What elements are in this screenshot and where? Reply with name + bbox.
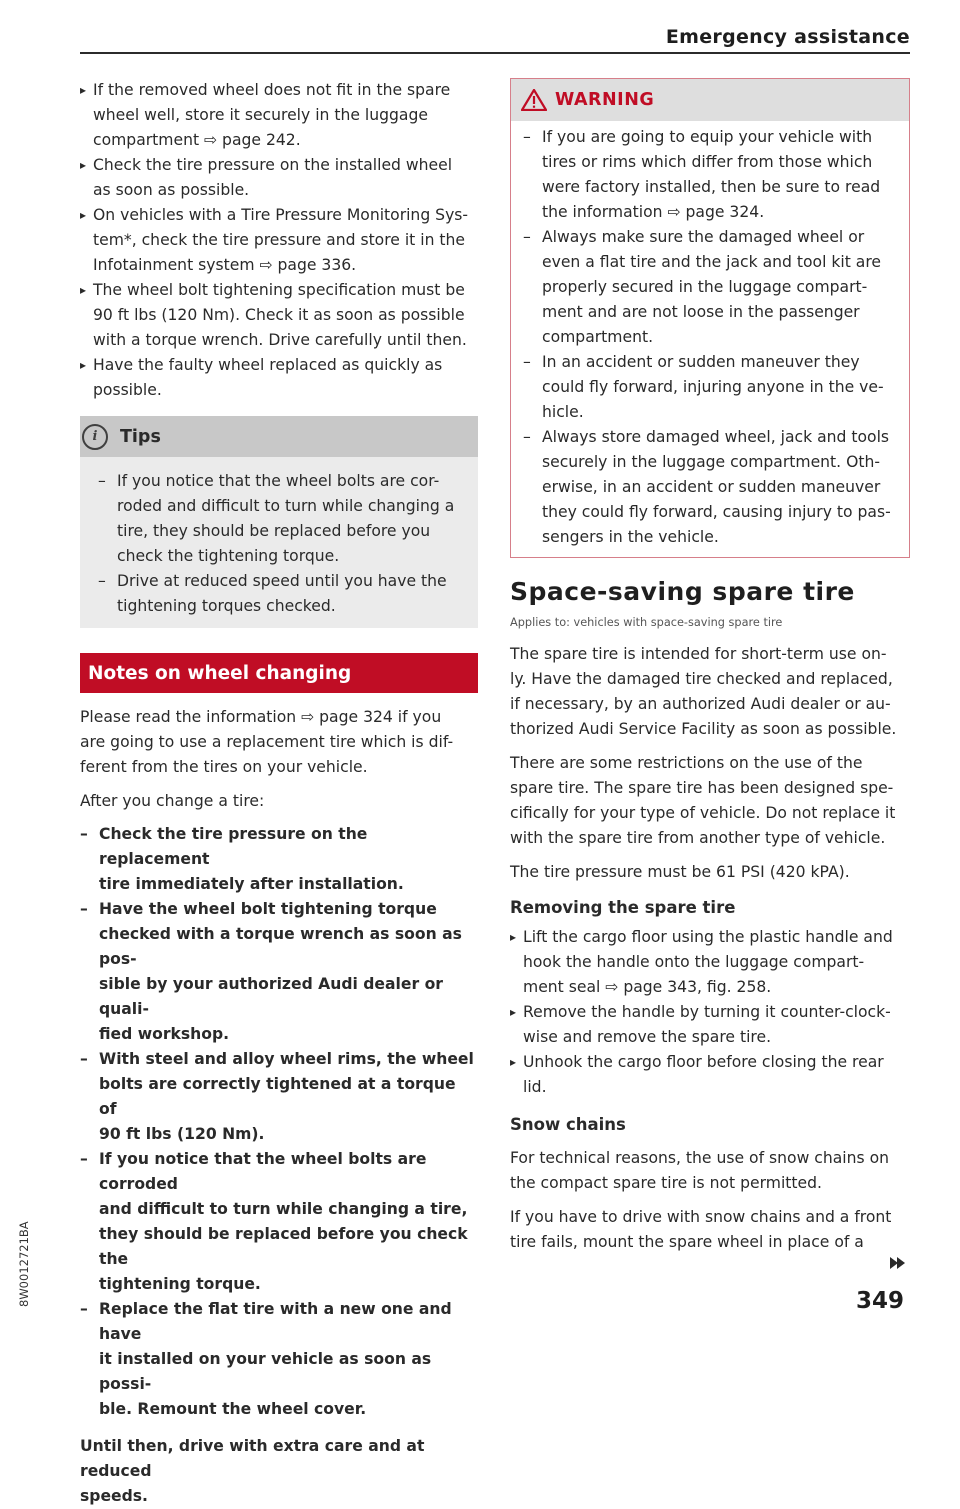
removing-steps-list (510, 925, 910, 1100)
intro-paragraph: Please read the information ⇨ page 324 if you are going to use a replacement tire which is dif- ferent from the tires on your vehicle. (80, 708, 454, 776)
bold-item: – Check the tire pressure on the replacement tire immediately after installation. (80, 825, 404, 893)
warning-item: – In an accident or sudden maneuver they could fly forward, injuring anyone in the ve- hicle. (523, 353, 884, 421)
closing-text: Until then, drive with extra care and at reduced speeds. (80, 1437, 425, 1505)
applies-to-note: Applies to: vehicles with space-saving spare tire (510, 616, 783, 629)
bold-item: – Replace the flat tire with a new one and have it installed on your vehicle as soon as possi- ble. Remount the wheel cover. (80, 1300, 452, 1418)
warning-body (511, 121, 909, 557)
step-item: ▸ Check the tire pressure on the installed wheel as soon as possible. (80, 153, 478, 203)
document-code-text: 8W0012721BA (17, 1221, 31, 1307)
page-header-title: Emergency assistance (665, 26, 910, 48)
snow-chains-paragraph-2: If you have to drive with snow chains and a front tire fails, mount the spare wheel in place of a (510, 1208, 892, 1251)
header-divider (80, 52, 910, 54)
after-change-text: After you change a tire: (80, 792, 265, 810)
page-link-343[interactable]: ment seal ⇨ page 343, fig. 258. (523, 978, 772, 996)
section-heading-spare-tire: Space-saving spare tire (510, 577, 855, 606)
warning-triangle-icon (521, 89, 547, 111)
step-item: ▸ Lift the cargo floor using the plastic handle and hook the handle onto the luggage compart- ment seal ⇨ page 343, fig. 258. (510, 925, 910, 1000)
page-link-336[interactable]: Infotainment system ⇨ page 336. (93, 256, 357, 274)
info-icon: i (82, 424, 108, 450)
page-link-324[interactable]: the information ⇨ page 324. (542, 203, 765, 221)
snow-chains-paragraph: For technical reasons, the use of snow chains on the compact spare tire is not permitted. (510, 1149, 890, 1192)
document-code (12, 1199, 34, 1309)
tips-item: – Drive at reduced speed until you have the tightening torques checked. (98, 572, 447, 615)
right-column (510, 78, 910, 1255)
tips-body (80, 457, 478, 628)
tips-title: Tips (120, 426, 161, 447)
spare-tire-paragraph: The spare tire is intended for short-term use on- ly. Have the damaged tire checked and replaced, if necessary, by an authorized Audi dealer or au- thorized Audi Service Facility as soon as possible. (510, 645, 897, 738)
tips-item: – If you notice that the wheel bolts are cor- roded and difficult to turn while changing a tire, they should be replaced before you check the tightening torque. (98, 472, 455, 565)
step-item: ▸ Unhook the cargo floor before closing the rear lid. (510, 1050, 910, 1100)
page-link-242[interactable]: compartment ⇨ page 242. (93, 131, 301, 149)
wheel-steps-list (80, 78, 478, 403)
step-item: ▸ Remove the handle by turning it counter-clock- wise and remove the spare tire. (510, 1000, 910, 1050)
bold-item: – Have the wheel bolt tightening torque checked with a torque wrench as soon as pos- sible by your authorized Audi dealer or quali- fied workshop. (80, 900, 462, 1043)
bold-item: – With steel and alloy wheel rims, the wheel bolts are correctly tightened at a torque of 90 ft lbs (120 Nm). (80, 1050, 474, 1143)
warning-header (511, 79, 909, 121)
warning-item: – If you are going to equip your vehicle with tires or rims which differ from those which were factory installed, then be sure to read the information ⇨ page 324. (523, 125, 891, 225)
warning-box (510, 78, 910, 558)
warning-item: – Always make sure the damaged wheel or even a flat tire and the jack and tool kit are properly secured in the luggage compart- ment and are not loose in the passenger compartment. (523, 228, 882, 346)
restrictions-paragraph: There are some restrictions on the use of the spare tire. The spare tire has been designed spe- cifically for your type of vehicle. Do not replace it with the spare tire from another type of vehicle. (510, 754, 896, 847)
tips-header (80, 416, 478, 457)
page-number: 349 (855, 1288, 904, 1314)
step-item: ▸ The wheel bolt tightening specification must be 90 ft lbs (120 Nm). Check it as soon as possible with a torque wrench. Drive carefully until then. (80, 278, 478, 353)
continue-arrow-icon (890, 1256, 908, 1270)
step-item: ▸ If the removed wheel does not fit in the spare wheel well, store it securely in the luggage compartment ⇨ page 242. (80, 78, 478, 153)
step-item: ▸ On vehicles with a Tire Pressure Monitoring Sys- tem*, check the tire pressure and store it in the Infotainment system ⇨ page 336. (80, 203, 478, 278)
warning-title: WARNING (555, 90, 655, 110)
bold-instructions-list (80, 822, 478, 1422)
section-title-wheel-changing: Notes on wheel changing (80, 653, 478, 693)
bold-item: – If you notice that the wheel bolts are corroded and difficult to turn while changing a tire, they should be replaced before you check the tightening torque. (80, 1150, 468, 1293)
tire-pressure-text: The tire pressure must be 61 PSI (420 kPA). (510, 863, 850, 881)
snow-chains-heading: Snow chains (510, 1115, 626, 1134)
step-item: ▸ Have the faulty wheel replaced as quickly as possible. (80, 353, 478, 403)
tips-box (80, 416, 478, 628)
warning-item: – Always store damaged wheel, jack and tools securely in the luggage compartment. Oth- erwise, in an accident or sudden maneuver they could fly forward, causing injury to pas- sengers in the vehicle. (523, 428, 891, 546)
removing-spare-tire-heading: Removing the spare tire (510, 898, 736, 917)
left-column (80, 78, 478, 1509)
